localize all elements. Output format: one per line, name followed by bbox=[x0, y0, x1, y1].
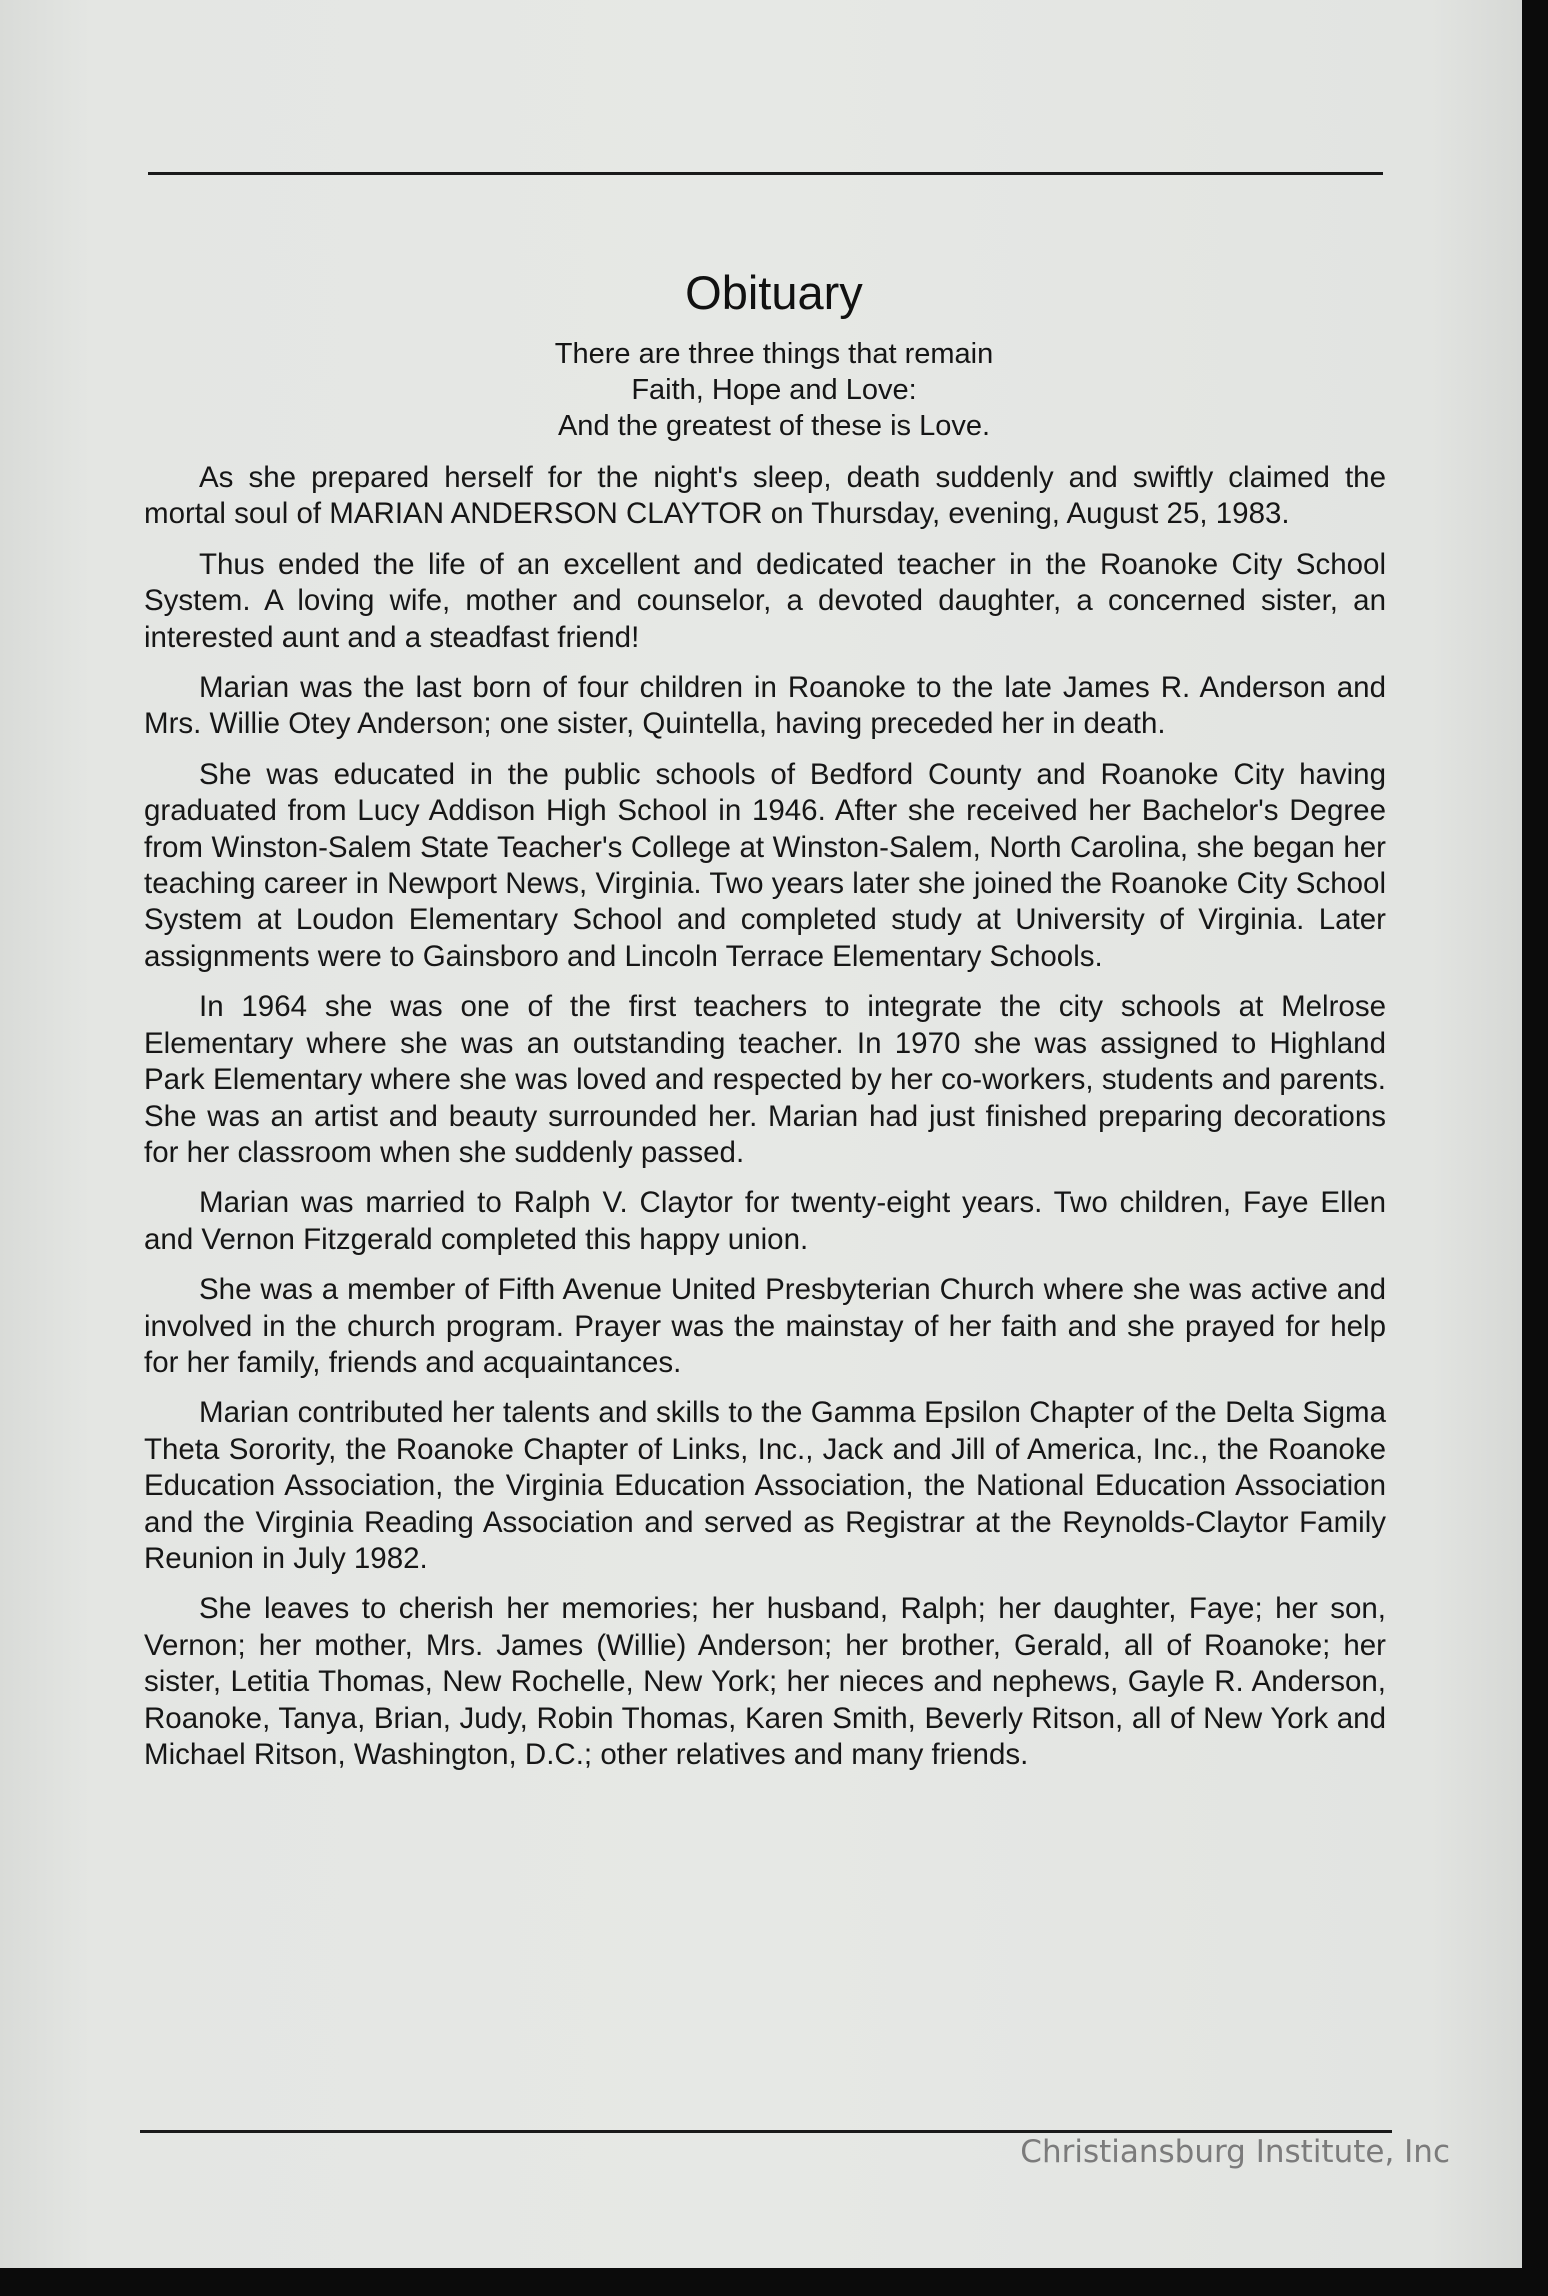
paragraph: In 1964 she was one of the first teachers to integrate the city schools at Melrose Elementary where she was an outstanding teacher. In 1970 she was assigned to Highland Park Elementary where she was loved and respected by her co-workers, students and parents. She was an artist and beauty surrounded her. Marian had just finished preparing decorations for her classroom when she suddenly passed. bbox=[144, 990, 1386, 1169]
paragraph: Marian contributed her talents and skills to the Gamma Epsilon Chapter of the Delta Sigma Theta Sorority, the Roanoke Chapter of Links, Inc., Jack and Jill of America, Inc., the Roanoke Education Association, the Virginia Education Association, the National Education Association and the Virginia Reading Association and served as Registrar at the Reynolds-Claytor Family Reunion in July 1982. bbox=[144, 1396, 1386, 1575]
verse-line: There are three things that remain bbox=[554, 338, 994, 370]
verse-line: Faith, Hope and Love: bbox=[631, 374, 917, 406]
obituary-body bbox=[144, 460, 1386, 1787]
bottom-divider bbox=[140, 2130, 1392, 2133]
paragraph: Marian was married to Ralph V. Claytor for twenty-eight years. Two children, Faye Ellen and Vernon Fitzgerald completed this happy union. bbox=[144, 1186, 1386, 1256]
watermark: Christiansburg Institute, Inc bbox=[1020, 2134, 1450, 2170]
paragraph: Marian was the last born of four children in Roanoke to the late James R. Anderson and Mrs. Willie Otey Anderson; one sister, Quintella, having preceded her in death. bbox=[144, 671, 1386, 741]
paragraph: She was a member of Fifth Avenue United Presbyterian Church where she was active and involved in the church program. Prayer was the mainstay of her faith and she prayed for help for her family, friends and acquaintances. bbox=[144, 1273, 1386, 1379]
top-divider bbox=[148, 172, 1383, 175]
paragraph: She was educated in the public schools of Bedford County and Roanoke City having graduated from Lucy Addison High School in 1946. After she received her Bachelor's Degree from Winston-Salem State Teacher's College at Winston-Salem, North Carolina, she began her teaching career in Newport News, Virginia. Two years later she joined the Roanoke City School System at Loudon Elementary School and completed study at University of Virginia. Later assignments were to Gainsboro and Lincoln Terrace Elementary Schools. bbox=[144, 757, 1386, 973]
verse-line: And the greatest of these is Love. bbox=[557, 410, 991, 442]
paragraph: Thus ended the life of an excellent and dedicated teacher in the Roanoke City School System. A loving wife, mother and counselor, a devoted daughter, a concerned sister, an interested aunt and a steadfast friend! bbox=[144, 547, 1386, 654]
paragraph: She leaves to cherish her memories; her husband, Ralph; her daughter, Faye; her son, Vernon; her mother, Mrs. James (Willie) Anderson; her brother, Gerald, all of Roanoke; her sister, Letitia Thomas, New Rochelle, New York; her nieces and nephews, Gayle R. Anderson, Roanoke, Tanya, Brian, Judy, Robin Thomas, Karen Smith, Beverly Ritson, all of New York and Michael Ritson, Washington, D.C.; other relatives and many friends. bbox=[144, 1592, 1386, 1771]
page-title: Obituary bbox=[685, 266, 863, 319]
paragraph: As she prepared herself for the night's sleep, death suddenly and swiftly claimed the mortal soul of MARIAN ANDERSON CLAYTOR on Thursday, evening, August 25, 1983. bbox=[144, 461, 1386, 531]
epigraph-verse bbox=[0, 336, 1548, 444]
